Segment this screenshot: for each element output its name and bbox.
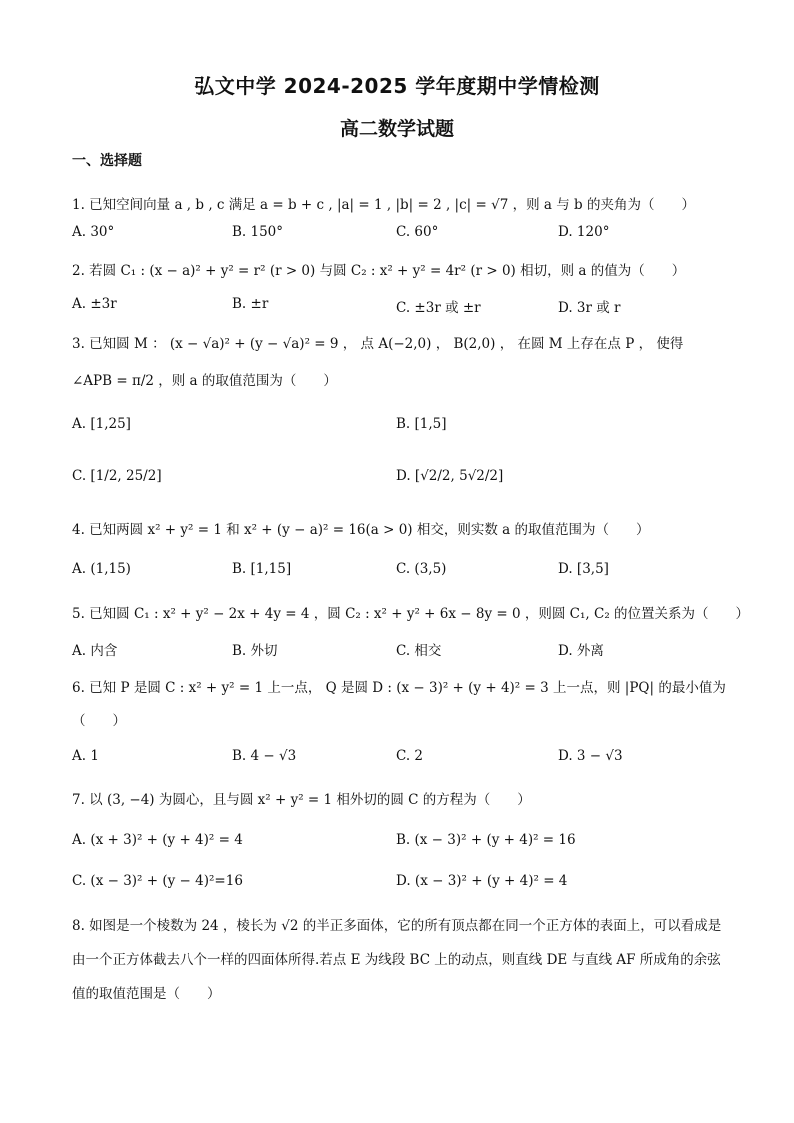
q5-option-d: D. 外离 [558, 643, 604, 659]
q4-option-c: C. (3,5) [396, 561, 447, 577]
question-3-stem-line2: ∠APB = π/2 ，则 a 的取值范围为（ ） [72, 373, 337, 389]
q2-option-c: C. ±3r 或 ±r [396, 300, 481, 316]
q2-option-b: B. ±r [232, 296, 269, 312]
q6-option-b: B. 4 − √3 [232, 748, 297, 764]
question-1-stem: 1. 已知空间向量 a , b , c 满足 a = b + c , |a| = 1 , |b| = 2 , |c| = √7 ，则 a 与 b 的夹角为（ ） [72, 197, 695, 213]
q6-option-d: D. 3 − √3 [558, 748, 623, 764]
q4-option-d: D. [3,5] [558, 561, 609, 577]
question-6-stem-line2: （ ） [72, 713, 126, 729]
q1-option-c: C. 60° [396, 224, 439, 240]
q6-option-c: C. 2 [396, 748, 424, 764]
q1-option-d: D. 120° [558, 224, 610, 240]
q3-option-d: D. [√2/2, 5√2/2] [396, 468, 504, 484]
q7-option-a: A. (x + 3)² + (y + 4)² = 4 [72, 832, 243, 848]
q5-option-b: B. 外切 [232, 643, 278, 659]
q1-option-b: B. 150° [232, 224, 284, 240]
q7-option-b: B. (x − 3)² + (y + 4)² = 16 [396, 832, 576, 848]
q2-option-d: D. 3r 或 r [558, 300, 621, 316]
question-4-stem: 4. 已知两圆 x² + y² = 1 和 x² + (y − a)² = 16(a > 0) 相交，则实数 a 的取值范围为（ ） [72, 522, 650, 538]
question-7-stem: 7. 以 (3, −4) 为圆心，且与圆 x² + y² = 1 相外切的圆 C 的方程为（ ） [72, 792, 531, 808]
q1-option-a: A. 30° [72, 224, 115, 240]
question-2-stem: 2. 若圆 C₁ : (x − a)² + y² = r² (r > 0) 与圆 C₂ : x² + y² = 4r² (r > 0) 相切，则 a 的值为（ ） [72, 263, 686, 279]
section-heading: 一、选择题 [72, 153, 142, 169]
q3-option-b: B. [1,5] [396, 416, 447, 432]
q3-option-a: A. [1,25] [72, 416, 131, 432]
question-6-stem-line1: 6. 已知 P 是圆 C : x² + y² = 1 上一点， Q 是圆 D : (x − 3)² + (y + 4)² = 3 上一点，则 |PQ| 的最小值为 [72, 680, 726, 696]
exam-subtitle: 高二数学试题 [339, 118, 454, 140]
q6-option-a: A. 1 [72, 748, 99, 764]
q5-option-a: A. 内含 [72, 643, 118, 659]
question-8-stem: 8. 如图是一个棱数为 24 ，棱长为 √2 的半正多面体，它的所有顶点都在同一个正方体的表面上，可以看成是由一个正方体截去八个一样的四面体所得.若点 E 为线段 BC 上的动点，则直线 DE 与直线 AF 所成角的余弦值的取值范围是（ ） [72, 918, 722, 1002]
question-3-stem-line1: 3. 已知圆 M ： (x − √a)² + (y − √a)² = 9 ， 点 A(−2,0) ， B(2,0) ， 在圆 M 上存在点 P ， 使得 [72, 336, 684, 352]
q5-option-c: C. 相交 [396, 643, 442, 659]
q3-option-c: C. [1/2, 25/2] [72, 468, 162, 484]
q4-option-b: B. [1,15] [232, 561, 292, 577]
exam-title: 弘文中学 2024-2025 学年度期中学情检测 [194, 74, 600, 98]
q7-option-d: D. (x − 3)² + (y + 4)² = 4 [396, 873, 568, 889]
q7-option-c: C. (x − 3)² + (y − 4)²=16 [72, 873, 243, 889]
question-5-stem: 5. 已知圆 C₁ : x² + y² − 2x + 4y = 4 ，圆 C₂ : x² + y² + 6x − 8y = 0 ，则圆 C₁, C₂ 的位置关系为（ ） [72, 606, 750, 622]
q2-option-a: A. ±3r [72, 296, 117, 312]
q4-option-a: A. (1,15) [72, 561, 131, 577]
